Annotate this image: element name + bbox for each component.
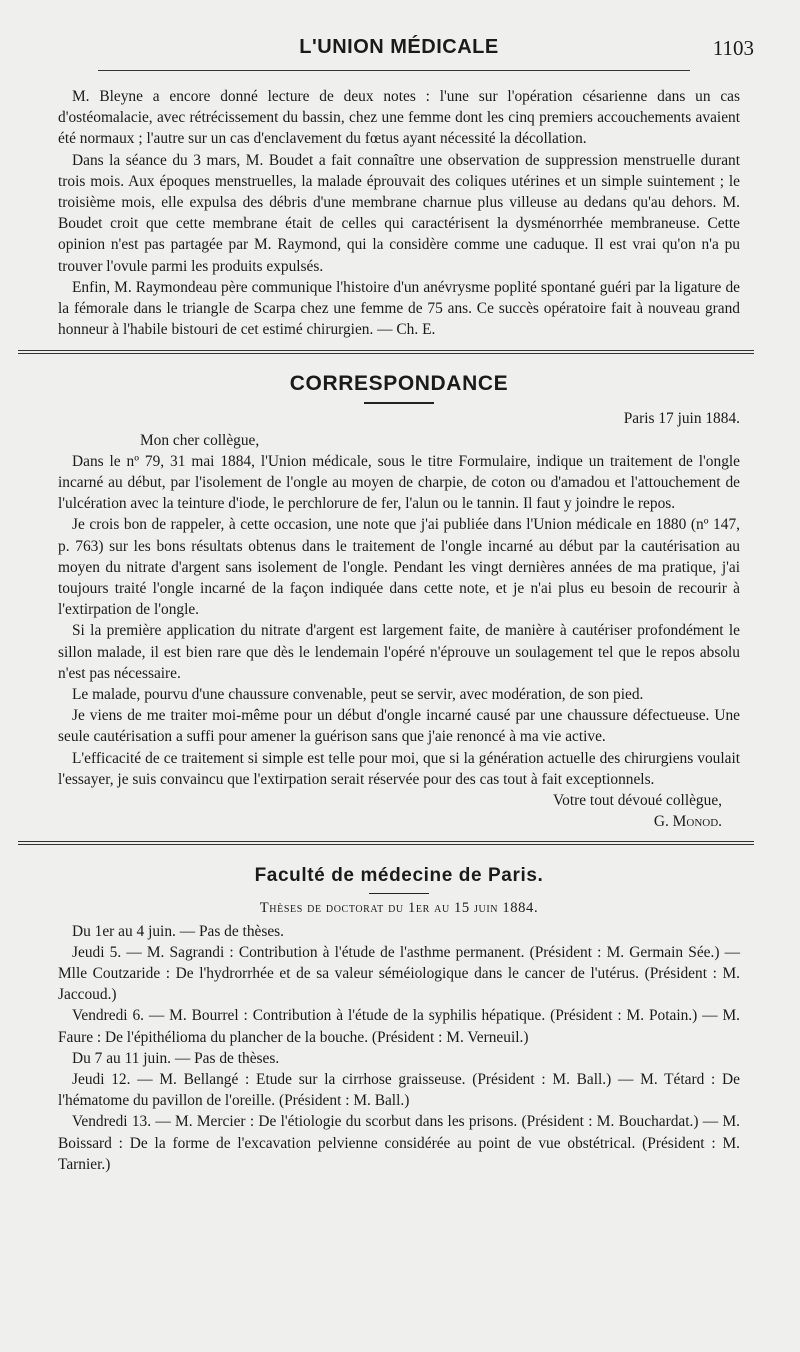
list-item: Vendredi 13. — M. Mercier : De l'étiologie du scorbut dans les prisons. (Président : M. Bouchardat.) — M. Boissard : De la forme de l'excavation pelvienne considérée au point de vue obstétrical. (Président : M. Tarnier.) — [58, 1113, 740, 1173]
theses-subtitle: Thèses de doctorat du 1er au 15 juin 1884. — [259, 899, 539, 916]
letter-signature: G. Monod. — [653, 813, 722, 831]
paragraph: M. Bleyne a encore donné lecture de deux notes : l'une sur l'opération césarienne dans un cas d'ostéomalacie, avec rétrécissement du bassin, chez une femme dont les cinq premiers accouchements avaient été normaux ; l'autre sur un cas d'enclavement du fœtus ayant nécessité la décollation. — [58, 88, 740, 148]
list-item: Du 1er au 4 juin. — Pas de thèses. — [72, 922, 285, 940]
title-underline — [369, 893, 429, 894]
paragraph: Le malade, pourvu d'une chaussure convenable, peut se servir, avec modération, de son pied. — [72, 686, 644, 704]
paragraph: Dans le nº 79, 31 mai 1884, l'Union médicale, sous le titre Formulaire, indique un traitement de l'ongle incarné au début, par l'isolement de l'ongle au moyen de charpie, de coton ou d'amadou et l'attouchement de l'ulcération avec la teinture d'iode, le perchlorure de fer, l'alun ou le tannin. Il faut y joindre le repos. — [58, 452, 740, 513]
page-number: 1103 — [712, 36, 754, 60]
paragraph: Je crois bon de rappeler, à cette occasion, une note que j'ai publiée dans l'Union médicale en 1880 (nº 147, p. 763) sur les bons résultats obtenus dans le traitement de l'ongle incarné au début par la cautérisation au moyen du nitrate d'argent sans isolement de l'ongle. Pendant les vingt dernières années de ma pratique, j'ai toujours traité l'ongle incarné de la façon indiquée dans cette note, et je n'ai plus eu besoin de recourir à l'extirpation de l'ongle. — [58, 516, 740, 619]
header-rule — [98, 70, 690, 71]
running-header — [58, 0, 754, 64]
paragraph: L'efficacité de ce traitement si simple est telle pour moi, que si la génération actuelle des chirurgiens voulait l'essayer, je suis convaincu que l'extirpation serait réservée pour des cas tout à fait exceptionnels. — [58, 749, 740, 788]
society-report — [58, 64, 740, 340]
section-title-correspondance: CORRESPONDANCE — [289, 372, 509, 396]
correspondance-letter — [58, 408, 740, 832]
letter-date: Paris 17 juin 1884. — [623, 410, 740, 428]
section-divider — [18, 841, 754, 845]
journal-title: L'UNION MÉDICALE — [299, 36, 499, 58]
title-underline — [364, 402, 434, 404]
letter-closing: Votre tout dévoué collègue, — [553, 792, 722, 810]
paragraph: Dans la séance du 3 mars, M. Boudet a fait connaître une observation de suppression menstruelle durant trois mois. Aux époques menstruelles, la malade éprouvait des coliques utérines et un simple suintement ; le troisième mois, elle expulsa des débris d'une membrane charnue plus villeuse au dedans qu'au dehors. M. Boudet croit que cette membrane était de celles qui caractérisent la dysménorrhée membraneuse. Cette opinion n'est pas partagée par M. Raymond, qui la considère comme une caduque. Il est vrai qu'on n'a pu trouver l'ovule parmi les produits expulsés. — [58, 151, 740, 275]
section-title-faculte: Faculté de médecine de Paris. — [254, 864, 544, 886]
list-item: Du 7 au 11 juin. — Pas de thèses. — [72, 1049, 280, 1067]
theses-list — [58, 921, 740, 1175]
list-item: Jeudi 5. — M. Sagrandi : Contribution à l'étude de l'asthme permanent. (Président : M. Germain Sée.) — Mlle Coutzaride : De l'hydrorrhée et de sa valeur séméiologique dans le cancer de l'utérus. (Président : M. Jaccoud.) — [58, 943, 740, 1004]
paragraph: Si la première application du nitrate d'argent est largement faite, de manière à cautériser profondément le sillon malade, il est bien rare que dès le lendemain l'opéré n'éprouve un soulagement tel que le repos absolu n'est pas nécessaire. — [58, 622, 740, 682]
letter-salutation: Mon cher collègue, — [140, 431, 260, 449]
paragraph: Enfin, M. Raymondeau père communique l'histoire d'un anévrysme poplité spontané guéri par la ligature de la fémorale dans le triangle de Scarpa chez une femme de 75 ans. Ce succès opératoire fait à nouveau grand honneur à l'habile bistouri de cet estimé chirurgien. — Ch. E. — [58, 278, 740, 339]
section-divider — [18, 350, 754, 354]
paragraph: Je viens de me traiter moi-même pour un début d'ongle incarné causé par une chaussure défectueuse. Une seule cautérisation a suffi pour amener la guérison sans que j'aie renoncé à ma vie active. — [58, 707, 740, 746]
list-item: Vendredi 6. — M. Bourrel : Contribution à l'étude de la syphilis hépatique. (Président : M. Potain.) — M. Faure : De l'épithélioma du plancher de la bouche. (Président : M. Verneuil.) — [58, 1007, 740, 1046]
list-item: Jeudi 12. — M. Bellangé : Etude sur la cirrhose graisseuse. (Président : M. Ball.) — M. Tétard : De l'hématome du pavillon de l'oreille. (Président : M. Ball.) — [58, 1070, 740, 1110]
